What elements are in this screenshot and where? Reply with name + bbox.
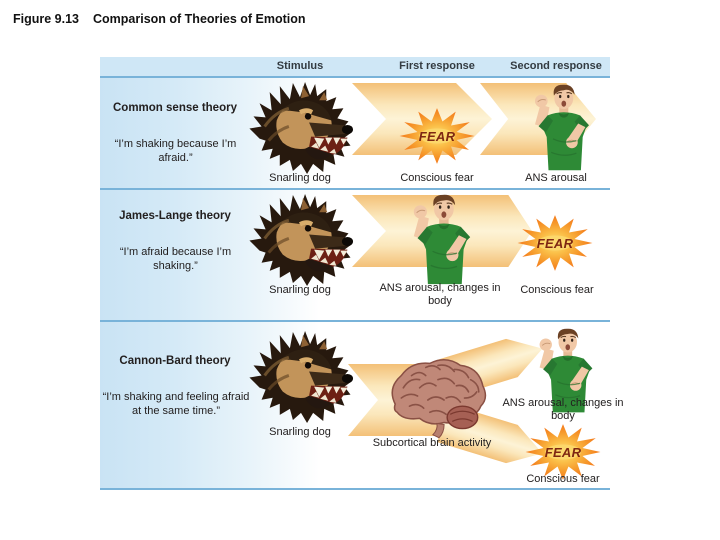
column-header-second-response: Second response bbox=[510, 60, 602, 72]
row-divider bbox=[100, 320, 610, 322]
figure-label: Figure 9.13 bbox=[13, 12, 79, 26]
theory-quote: “I’m shaking and feeling afraid at the same time.” bbox=[102, 391, 250, 417]
column-header-row bbox=[100, 57, 610, 78]
man-shaking-illustration bbox=[520, 83, 604, 173]
fear-starburst bbox=[398, 107, 476, 165]
theory-name: James-Lange theory bbox=[119, 210, 231, 222]
second-response-caption: ANS arousal, changes in body bbox=[502, 397, 624, 422]
column-header-stimulus: Stimulus bbox=[276, 60, 324, 72]
row-divider bbox=[100, 188, 610, 190]
first-response-caption: Conscious fear bbox=[400, 172, 474, 184]
second-response-caption: ANS arousal bbox=[525, 172, 587, 184]
snarling-dog-illustration bbox=[246, 80, 358, 176]
column-header-first-response: First response bbox=[399, 60, 475, 72]
stimulus-caption: Snarling dog bbox=[269, 172, 331, 184]
man-shaking-illustration bbox=[398, 193, 486, 287]
snarling-dog-illustration bbox=[246, 192, 358, 288]
fear-label: FEAR bbox=[536, 235, 574, 251]
theory-quote: “I’m afraid because I’m shaking.” bbox=[119, 246, 232, 272]
theory-name: Common sense theory bbox=[113, 102, 237, 114]
figure-title bbox=[13, 12, 306, 26]
diagram-panel bbox=[100, 57, 624, 490]
theory-quote: “I’m shaking because I’m afraid.” bbox=[114, 138, 237, 164]
stimulus-caption: Snarling dog bbox=[269, 426, 331, 438]
theory-name: Cannon-Bard theory bbox=[119, 355, 231, 367]
stimulus-caption: Snarling dog bbox=[269, 284, 331, 296]
first-response-caption: ANS arousal, changes in body bbox=[379, 282, 501, 307]
snarling-dog-illustration bbox=[246, 329, 358, 425]
fear-label: FEAR bbox=[544, 444, 582, 460]
figure-title-text: Comparison of Theories of Emotion bbox=[93, 12, 306, 26]
brain-illustration bbox=[385, 353, 493, 441]
fear-starburst bbox=[516, 214, 594, 272]
first-response-caption: Subcortical brain activity bbox=[372, 437, 492, 449]
third-response-caption: Conscious fear bbox=[526, 473, 600, 485]
second-response-caption: Conscious fear bbox=[520, 284, 594, 296]
fear-label: FEAR bbox=[418, 128, 456, 144]
